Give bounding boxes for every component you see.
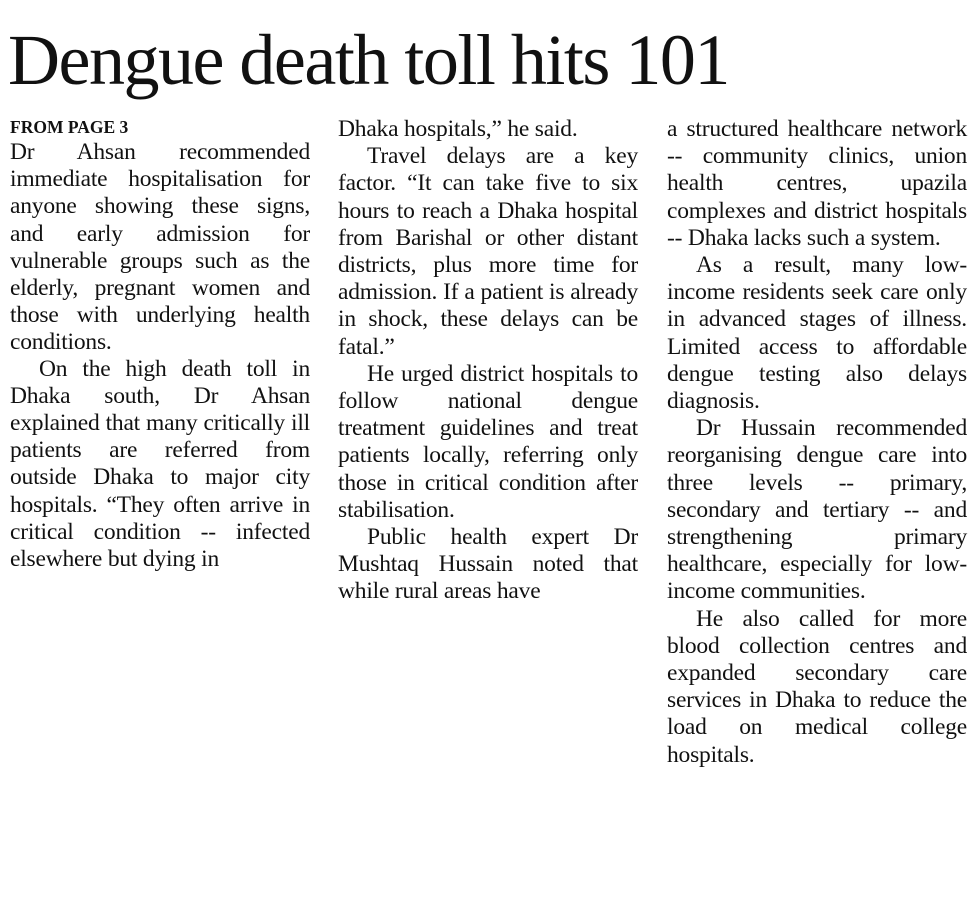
paragraph: As a result, many low-income residents seek care only in advanced stages of illness. Limited access to affordable dengue testing also delays diagnosis. (667, 252, 967, 415)
article-column-3 (667, 116, 967, 769)
paragraph: Dr Hussain recommended reorganising dengue care into three levels -- primary, secondary and tertiary -- and strengthening primary healthcare, especially for low-income communities. (667, 415, 967, 605)
paragraph: On the high death toll in Dhaka south, Dr Ahsan explained that many critically ill patients are referred from outside Dhaka to major city hospitals. “They often arrive in critical condition -- infected elsewhere but dying in (10, 355, 310, 573)
paragraph: He also called for more blood collection centres and expanded secondary care services in Dhaka to reduce the load on medical college hospitals. (667, 605, 967, 768)
article-column-1 (10, 116, 310, 573)
paragraph: Dhaka hospitals,” he said. (338, 116, 578, 142)
continued-from-label: FROM PAGE 3 (10, 117, 129, 137)
paragraph: a structured healthcare network -- community clinics, union health centres, upazila complexes and district hospitals -- Dhaka lacks such a system. (667, 116, 967, 251)
article-column-2 (338, 116, 638, 606)
paragraph: Dr Ahsan recommended immediate hospitalisation for anyone showing these signs, and early admission for vulnerable groups such as the elderly, pregnant women and those with underlying health conditions. (10, 139, 310, 356)
headline: Dengue death toll hits 101 (8, 20, 729, 100)
paragraph: Public health expert Dr Mushtaq Hussain noted that while rural areas have (338, 524, 638, 605)
paragraph: Travel delays are a key factor. “It can take five to six hours to reach a Dhaka hospital from Barishal or other distant districts, plus more time for admission. If a patient is already in shock, these delays can be fatal.” (338, 143, 638, 360)
paragraph: He urged district hospitals to follow national dengue treatment guidelines and treat patients locally, referring only those in critical condition after stabilisation. (338, 360, 638, 523)
